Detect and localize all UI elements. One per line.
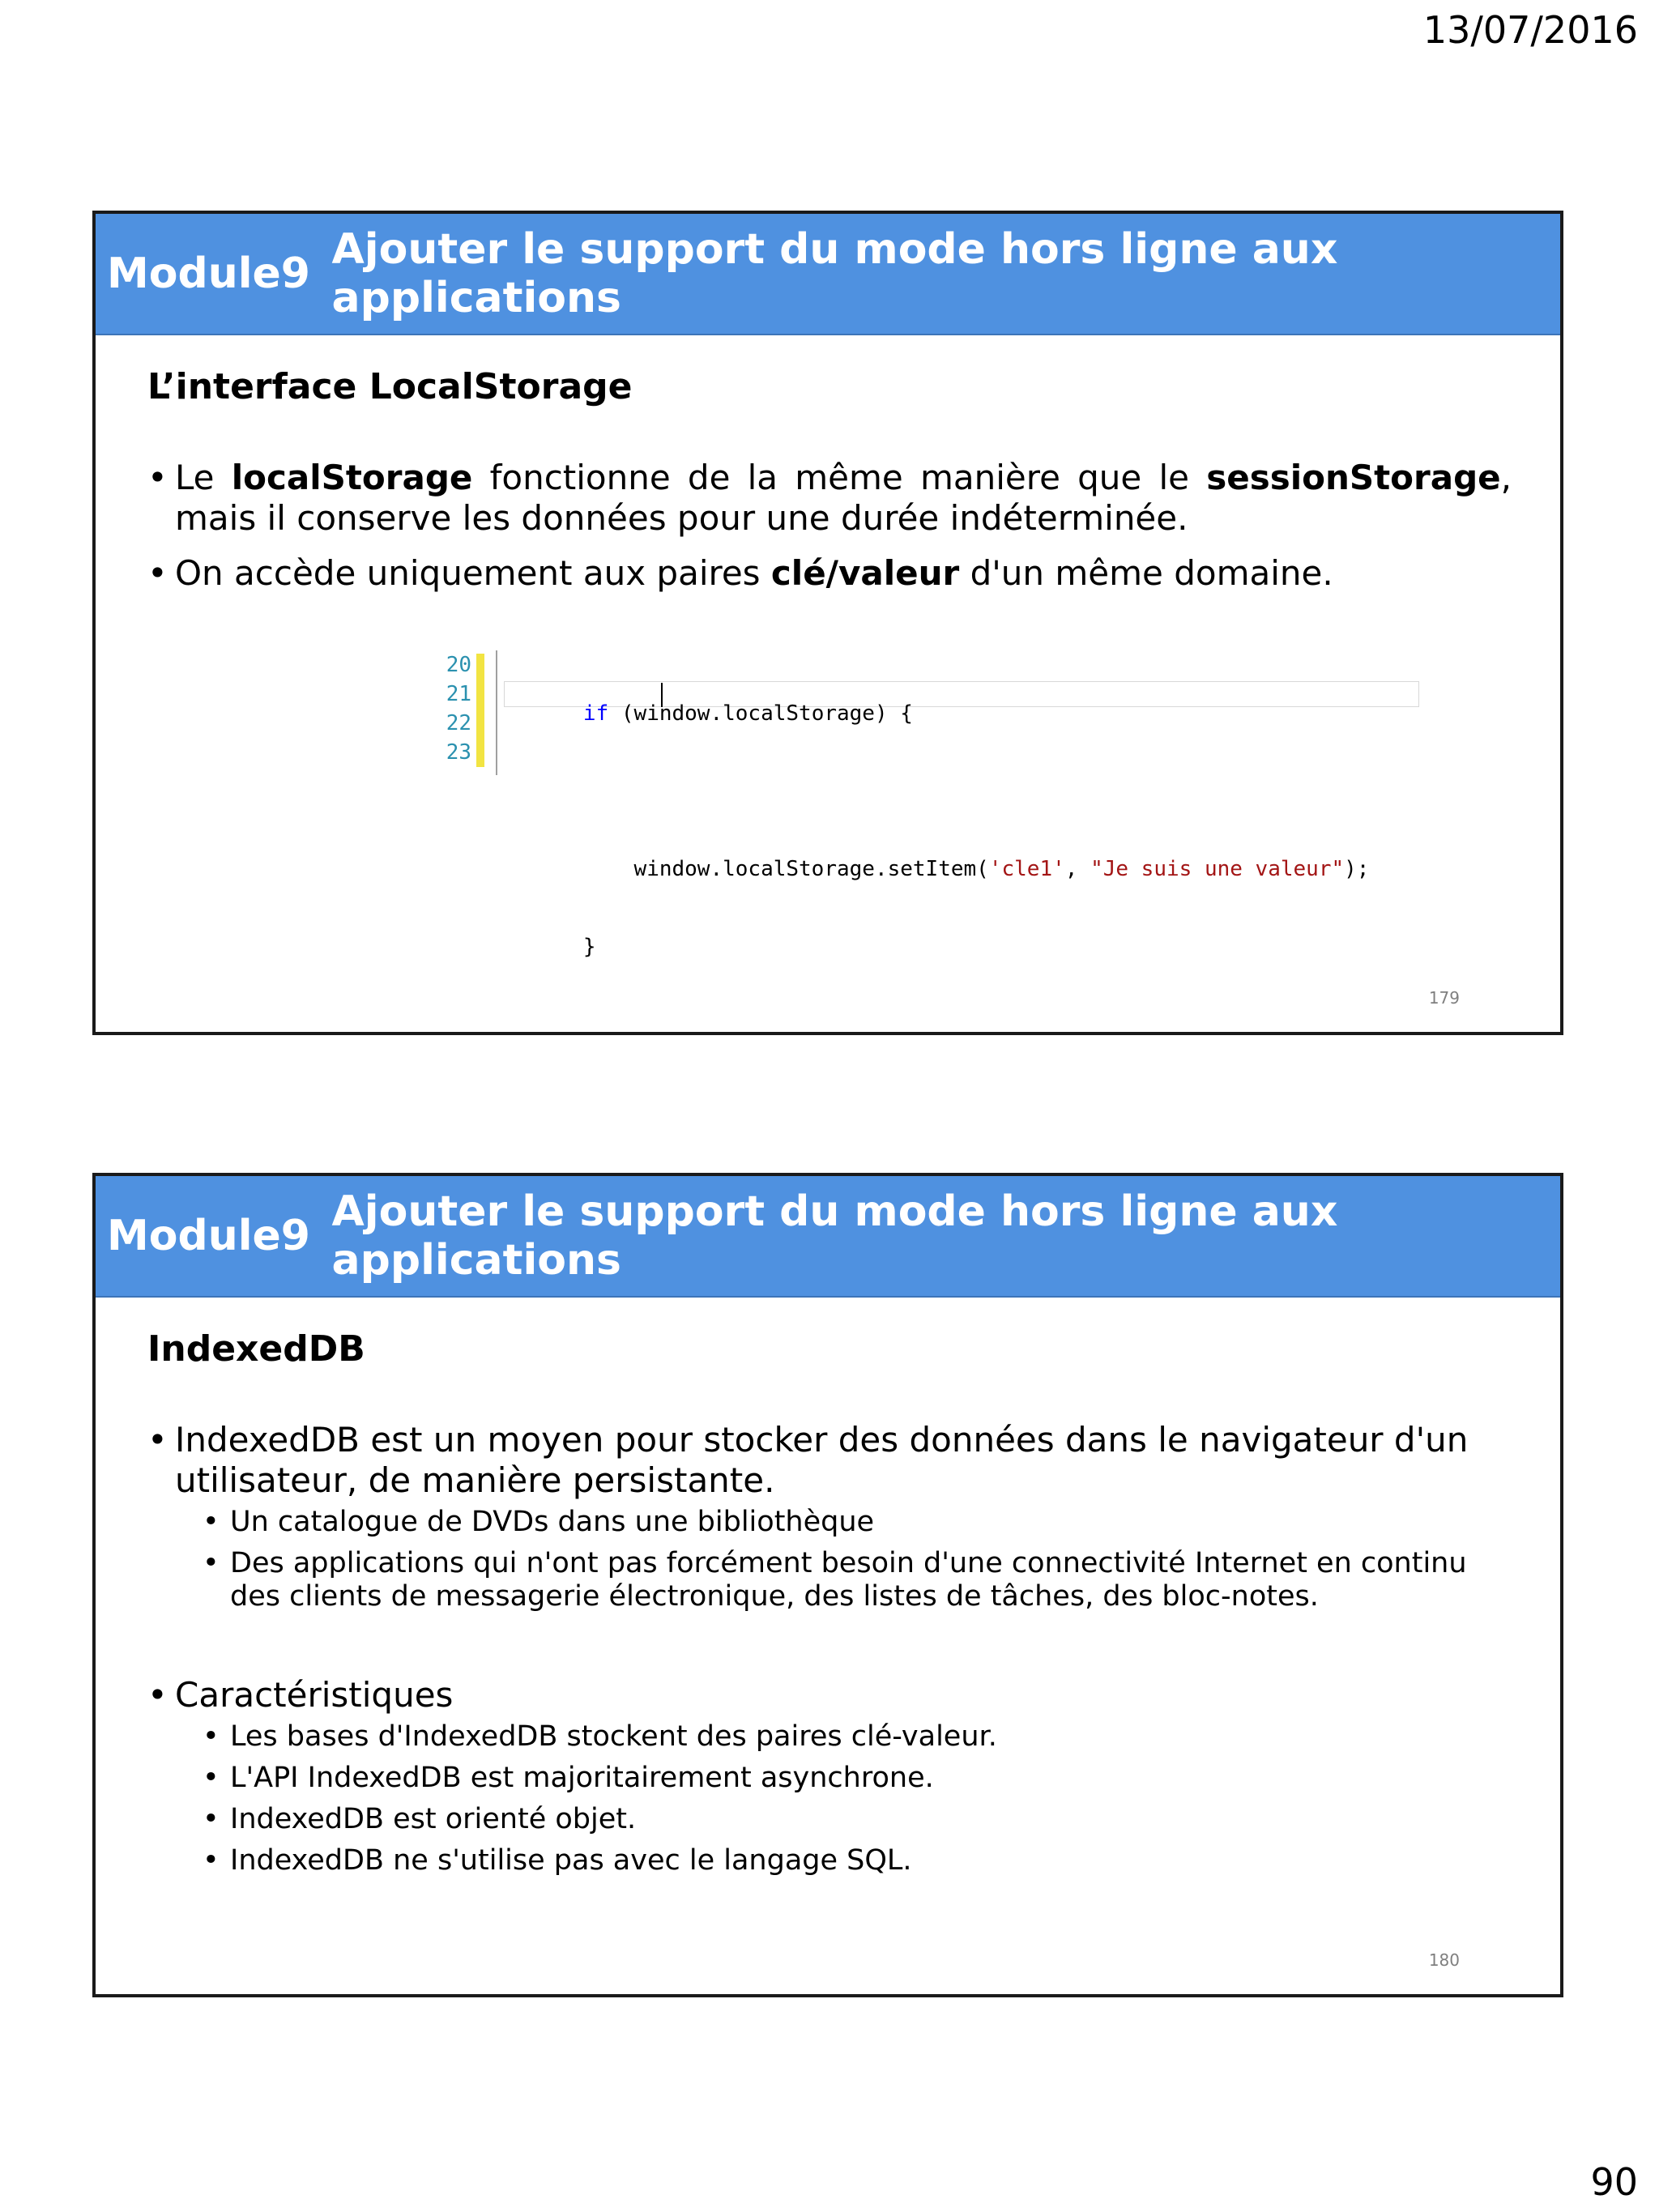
line-number: 23 — [446, 740, 471, 765]
sub-bullet-item: • IndexedDB ne s'utilise pas avec le langage SQL. — [203, 1844, 1512, 1877]
line-number: 22 — [446, 711, 471, 735]
slide-body — [96, 1298, 1560, 1877]
bullet-item: • On accède uniquement aux paires clé/valeur d'un même domaine. — [147, 553, 1512, 594]
line-numbers — [442, 650, 471, 767]
sub-bullet-item: • Les bases d'IndexedDB stockent des paires clé-valeur. — [203, 1720, 1512, 1754]
module-label: Module9 — [107, 249, 310, 298]
sub-bullet-list — [203, 1506, 1512, 1613]
code-line: window.localStorage.setItem('cle1', "Je suis une valeur"); — [582, 857, 1370, 881]
bullet-list — [147, 1675, 1512, 1877]
bullet-item: • Le localStorage fonctionne de la même manière que le sessionStorage, mais il conserve les données pour une durée indéterminée. — [147, 458, 1512, 539]
sub-bullet-list — [203, 1720, 1512, 1877]
slide-number: 180 — [1428, 1950, 1460, 1970]
line-number: 20 — [446, 653, 471, 677]
code-line — [507, 777, 1369, 806]
code-line: if (window.localStorage) { — [582, 701, 913, 726]
bullet-item: • Caractéristiques • Les bases d'IndexedDB stockent des paires clé-valeur. • L'API IndexedDB est majoritairement asynchrone. • IndexedDB est orienté objet. • IndexedDB ne s'utilise pas avec le langage SQL. — [147, 1675, 1512, 1877]
slide-number: 179 — [1428, 988, 1460, 1008]
change-marker — [476, 654, 484, 767]
bullet-list — [147, 458, 1512, 594]
slide-title: Ajouter le support du mode hors ligne aux applications — [331, 1187, 1338, 1285]
slide-header — [96, 1176, 1560, 1298]
code-line: } — [582, 935, 596, 959]
module-label: Module9 — [107, 1212, 310, 1260]
slide-180 — [92, 1173, 1563, 1997]
bullet-list — [147, 1420, 1512, 1613]
code-snippet — [442, 650, 1471, 959]
slide-subtitle: IndexedDB — [147, 1328, 365, 1370]
slide-title: Ajouter le support du mode hors ligne aux applications — [331, 225, 1338, 322]
gutter-divider — [496, 650, 497, 775]
sub-bullet-item: • L'API IndexedDB est majoritairement asynchrone. — [203, 1762, 1512, 1795]
code-lines — [507, 650, 1369, 1010]
page-number: 90 — [1590, 2160, 1638, 2204]
line-number: 21 — [446, 682, 471, 706]
slide-body — [96, 335, 1560, 959]
slide-header — [96, 214, 1560, 335]
page-date: 13/07/2016 — [1422, 8, 1638, 52]
sub-bullet-item: • Un catalogue de DVDs dans une bibliothèque — [203, 1506, 1512, 1539]
sub-bullet-item: • IndexedDB est orienté objet. — [203, 1803, 1512, 1836]
slide-179 — [92, 211, 1563, 1035]
slide-subtitle: L’interface LocalStorage — [147, 366, 633, 407]
sub-bullet-item: • Des applications qui n'ont pas forcément besoin d'une connectivité Internet en continu des clients de messagerie électronique, des listes de tâches, des bloc-notes. — [203, 1547, 1512, 1613]
bullet-item: • IndexedDB est un moyen pour stocker des données dans le navigateur d'un utilisateur, de manière persistante. • Un catalogue de DVDs dans une bibliothèque • Des applications qui n'ont pas forcément besoin d'une connectivité Internet en continu des clients de messagerie électronique, des listes de tâches, des bloc-notes. — [147, 1420, 1512, 1613]
